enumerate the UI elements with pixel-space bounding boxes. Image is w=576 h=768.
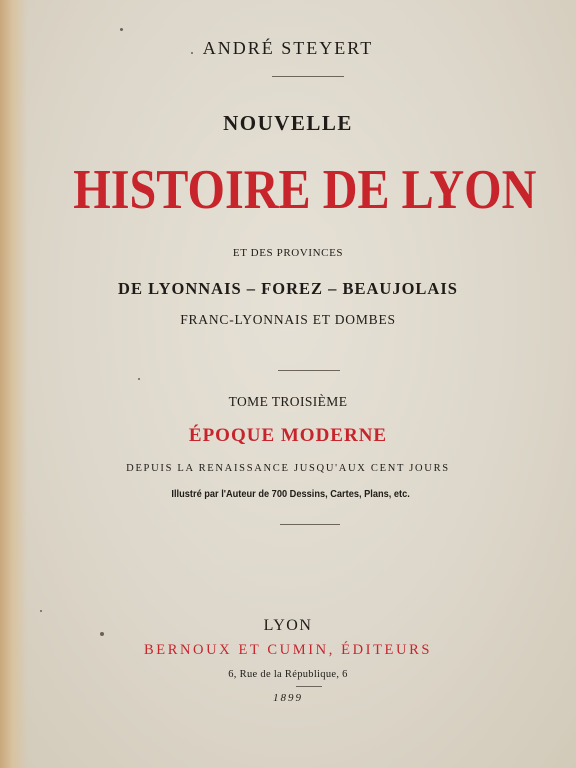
publication-city: LYON xyxy=(263,617,313,634)
provinces-prefix: ET DES PROVINCES xyxy=(232,247,344,259)
paper-speck xyxy=(138,378,140,380)
main-title: HISTOIRE DE LYON xyxy=(73,159,537,221)
provinces-line: DE LYONNAIS – FOREZ – BEAUJOLAIS xyxy=(118,279,458,298)
illustration-note: Illustré par l'Auteur de 700 Dessins, Cartes, Plans, etc. xyxy=(171,488,410,500)
epoch-title: ÉPOQUE MODERNE xyxy=(188,425,388,446)
author-name: ANDRÉ STEYERT xyxy=(202,38,374,58)
title-prefix: NOUVELLE xyxy=(223,111,353,135)
divider-rule xyxy=(278,370,340,371)
volume-label: TOME TROISIÈME xyxy=(228,394,348,409)
paper-speck xyxy=(191,52,193,54)
paper-speck xyxy=(100,632,104,636)
provinces-subline: FRANC-LYONNAIS ET DOMBES xyxy=(180,312,396,327)
divider-rule xyxy=(296,686,322,687)
paper-speck xyxy=(40,610,42,612)
publisher-address: 6, Rue de la République, 6 xyxy=(228,669,348,680)
publisher-name: BERNOUX ET CUMIN, ÉDITEURS xyxy=(143,642,433,658)
divider-rule xyxy=(280,524,340,525)
publication-year: 1899 xyxy=(273,692,303,704)
divider-rule xyxy=(272,76,344,77)
period-line: DEPUIS LA RENAISSANCE JUSQU'AUX CENT JOURS xyxy=(126,463,450,474)
paper-speck xyxy=(120,28,123,31)
